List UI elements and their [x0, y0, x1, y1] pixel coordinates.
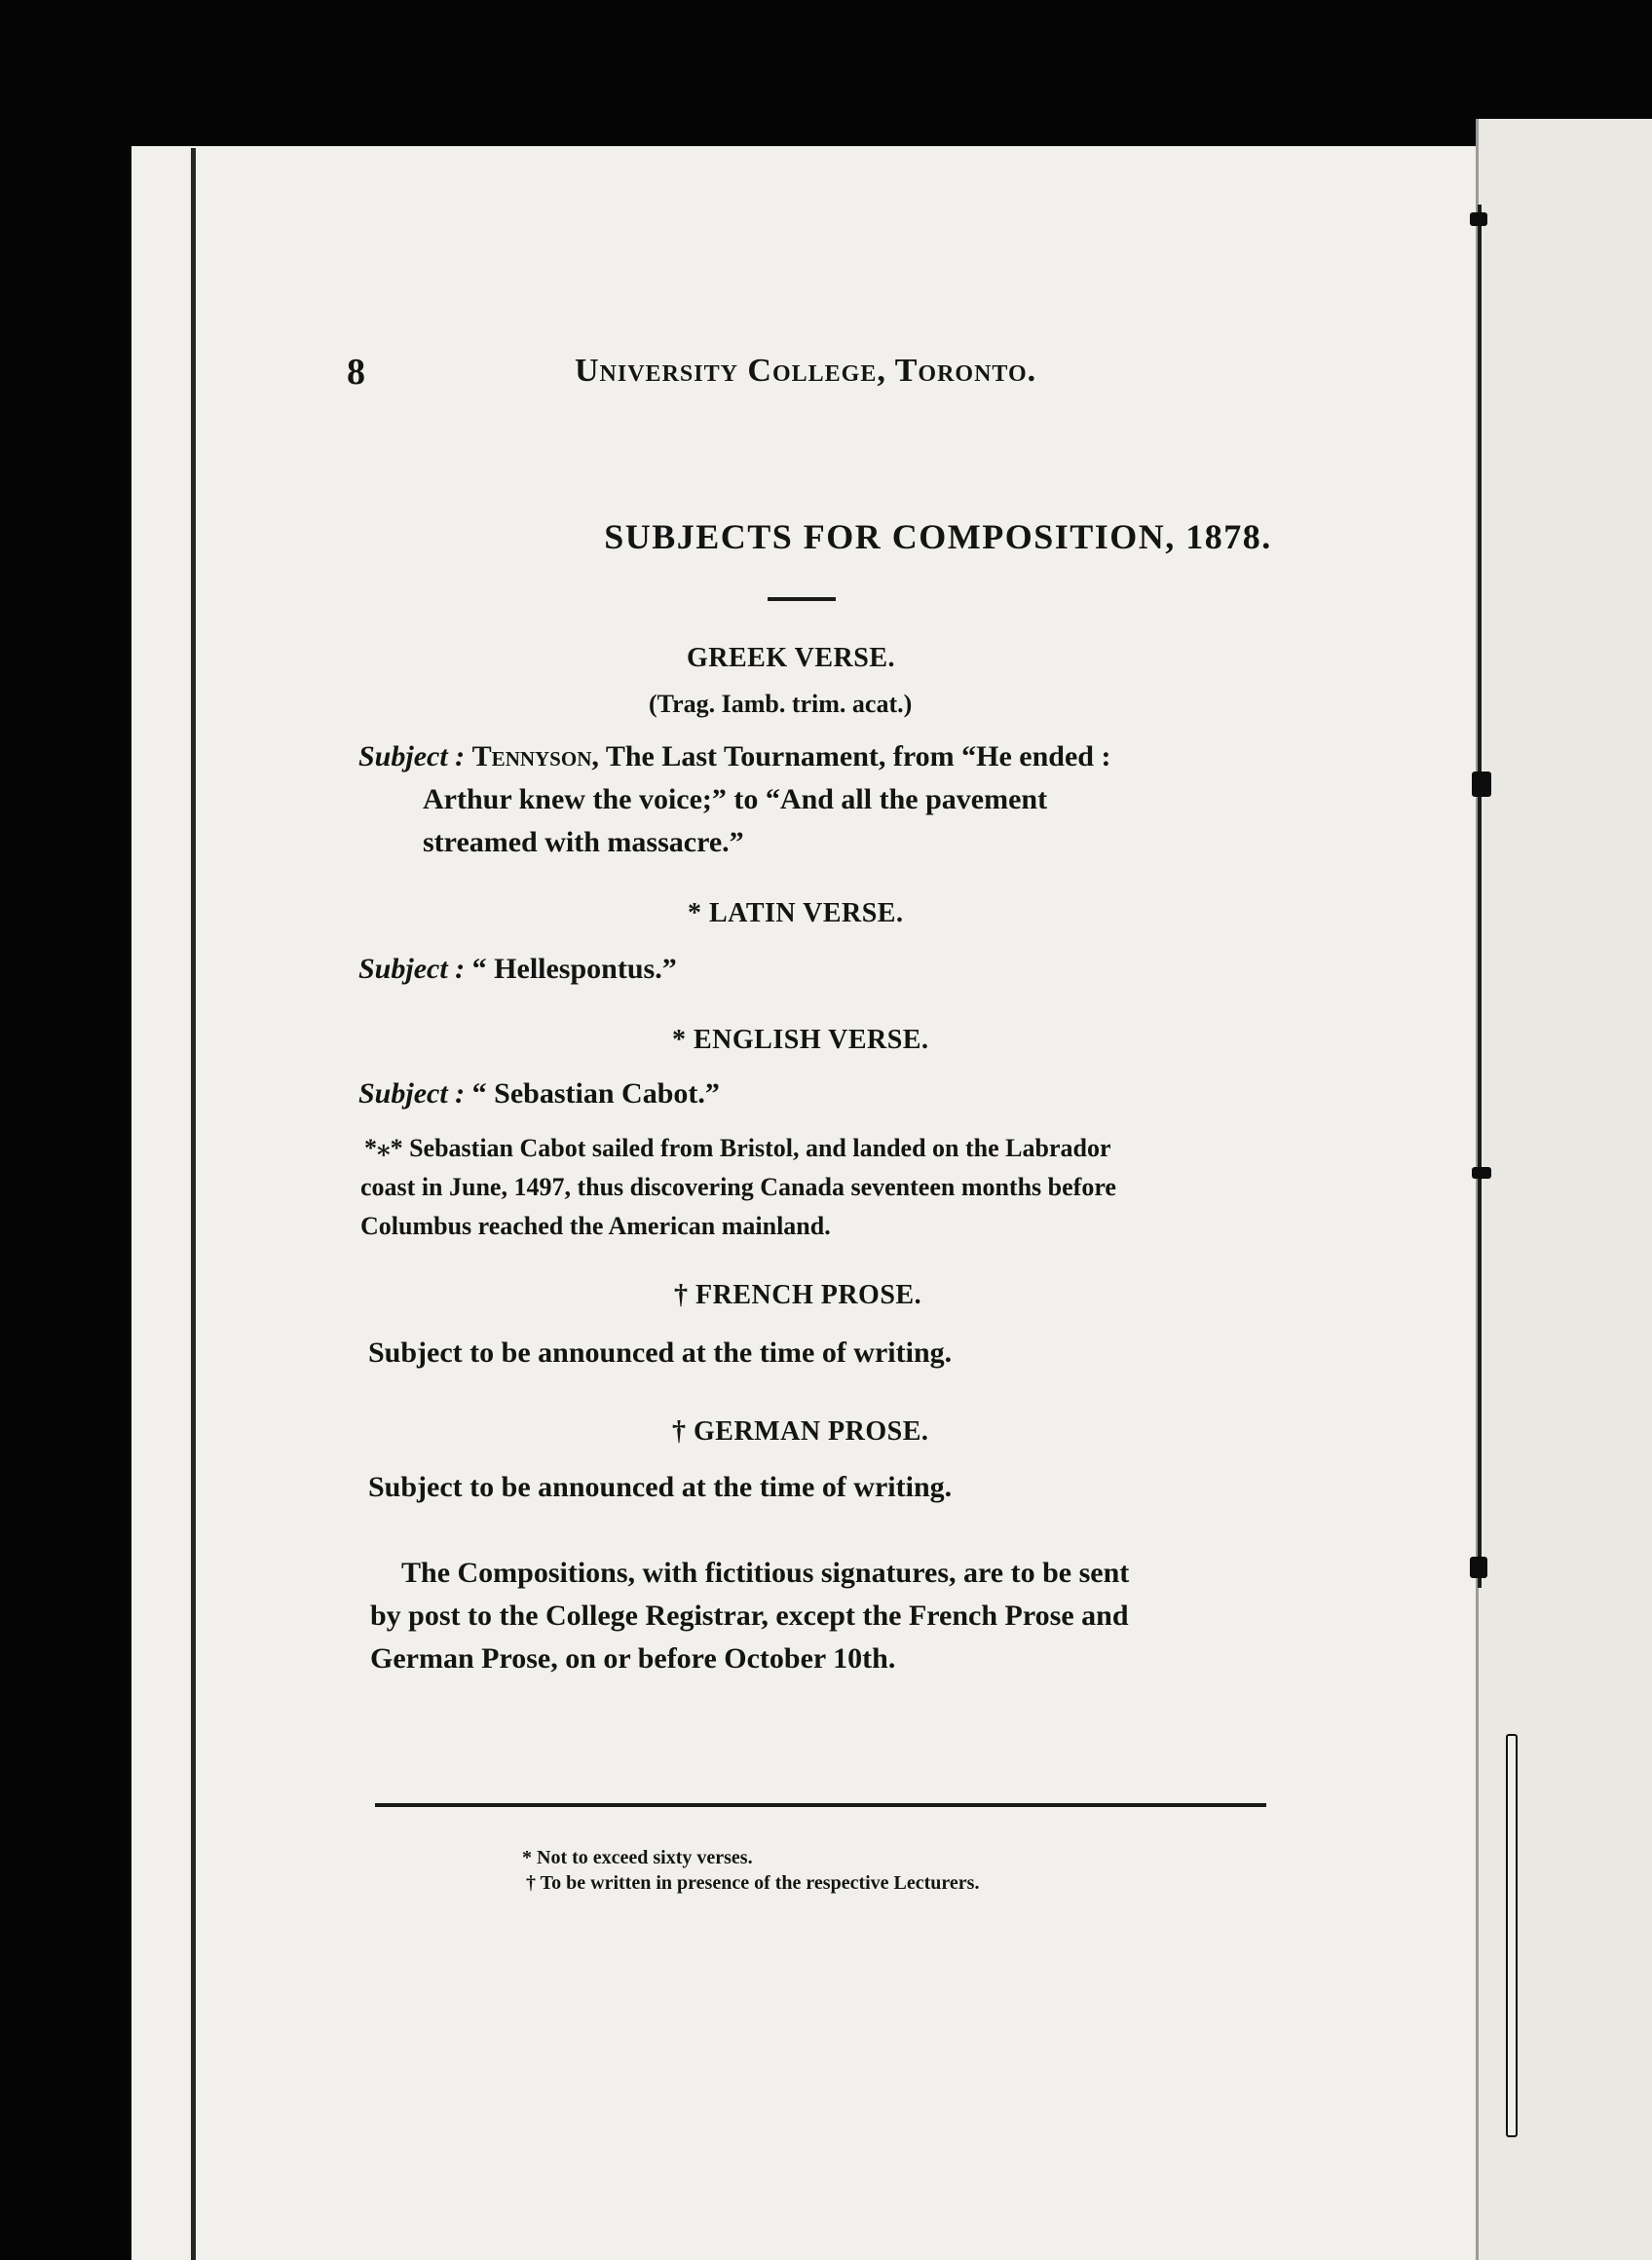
english-verse-subject: [358, 1077, 720, 1111]
english-subject-label: Subject :: [358, 1077, 466, 1110]
english-verse-note-line-3: Columbus reached the American mainland.: [360, 1212, 831, 1240]
french-prose-text: Subject to be announced at the time of writing.: [368, 1337, 953, 1369]
german-prose-text: Subject to be announced at the time of writing.: [368, 1471, 953, 1503]
footnote-dagger: † To be written in presence of the respective Lecturers.: [526, 1872, 980, 1894]
greek-subject-label: Subject :: [358, 740, 466, 772]
latin-verse-subject: [358, 953, 677, 986]
closing-line-3: German Prose, on or before October 10th.: [370, 1642, 896, 1675]
german-prose-heading: † GERMAN PROSE.: [672, 1416, 929, 1447]
greek-verse-line-1: [358, 740, 1111, 773]
closing-line-1: The Compositions, with fictitious signatures, are to be sent: [401, 1557, 1130, 1589]
english-subject-text: “ Sebastian Cabot.”: [471, 1077, 720, 1110]
greek-verse-heading: GREEK VERSE.: [687, 643, 895, 673]
footnote-rule: [375, 1803, 1266, 1807]
page-title: SUBJECTS FOR COMPOSITION, 1878.: [604, 517, 1272, 556]
running-head: University College, Toronto.: [575, 353, 1037, 389]
french-prose-heading: † FRENCH PROSE.: [674, 1280, 922, 1310]
greek-subject-text: The Last Tournament, from “He ended :: [605, 740, 1111, 772]
latin-subject-label: Subject :: [358, 953, 466, 985]
latin-verse-heading: * LATIN VERSE.: [688, 898, 904, 928]
footnote-asterisk: * Not to exceed sixty verses.: [522, 1847, 753, 1868]
closing-line-2: by post to the College Registrar, except the French Prose and: [370, 1600, 1129, 1632]
greek-author: Tennyson,: [471, 740, 599, 772]
greek-verse-line-2: Arthur knew the voice;” to “And all the pavement: [423, 783, 1048, 815]
greek-verse-line-3: streamed with massacre.”: [423, 826, 744, 858]
title-rule: [768, 597, 836, 601]
english-verse-note-line-2: coast in June, 1497, thus discovering Canada seventeen months before: [360, 1173, 1116, 1201]
page-number: 8: [347, 352, 365, 393]
latin-subject-text: “ Hellespontus.”: [471, 953, 677, 985]
english-verse-heading: * ENGLISH VERSE.: [672, 1025, 929, 1055]
english-verse-note-line-1: *⁎* Sebastian Cabot sailed from Bristol, and landed on the Labrador: [364, 1134, 1111, 1162]
greek-verse-note: (Trag. Iamb. trim. acat.): [649, 690, 913, 718]
